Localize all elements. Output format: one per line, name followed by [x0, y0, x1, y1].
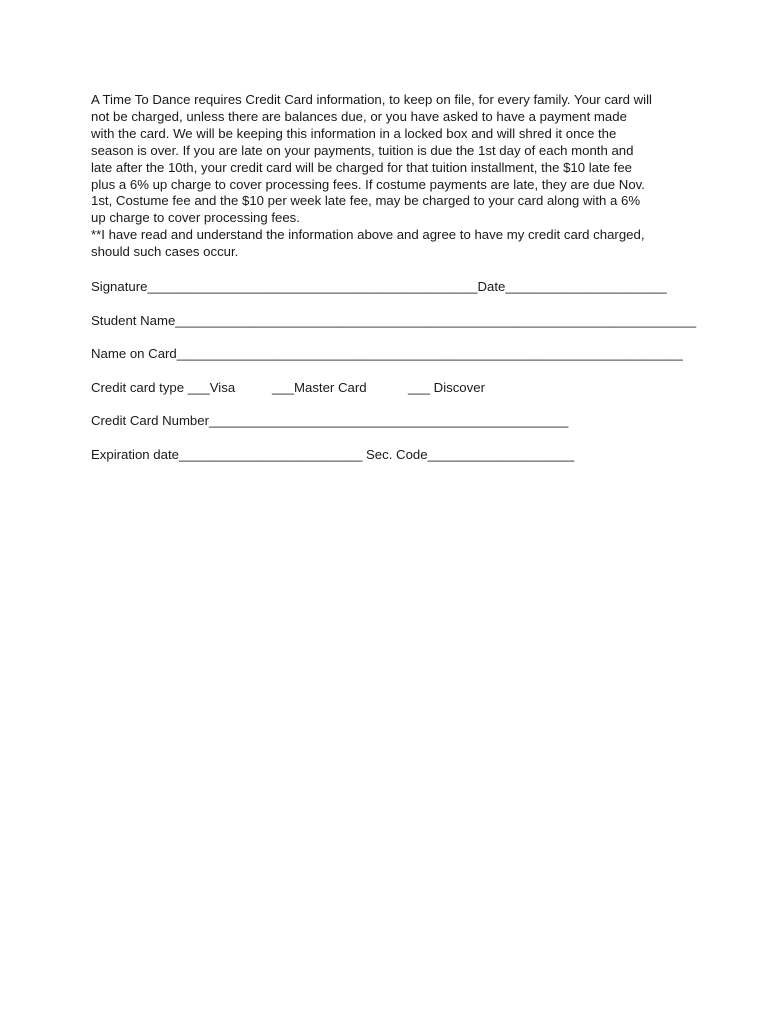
name-on-card-line[interactable]: Name on Card_____________________________________________________________________	[91, 346, 683, 361]
intro-line: 1st, Costume fee and the $10 per week late fee, may be charged to your card along with a 6%	[91, 193, 641, 209]
intro-line: plus a 6% up charge to cover processing fees. If costume payments are late, they are due Nov.	[91, 176, 645, 192]
expiration-field[interactable]	[91, 446, 574, 463]
name-on-card-field[interactable]	[91, 345, 683, 362]
intro-line: late after the 10th, your credit card will be charged for that tuition installment, the $10 late fee	[91, 159, 632, 175]
card-number-field[interactable]	[91, 412, 568, 429]
signature-date-line[interactable]: Signature_____________________________________________Date______________________	[91, 279, 667, 294]
intro-line: up charge to cover processing fees.	[91, 210, 300, 226]
agreement-line: **I have read and understand the information above and agree to have my credit card charged,	[91, 227, 645, 243]
intro-paragraph	[91, 92, 691, 261]
signature-field[interactable]	[91, 278, 667, 295]
student-name-line[interactable]: Student Name_______________________________________________________________________	[91, 313, 697, 328]
card-number-line[interactable]: Credit Card Number_________________________________________________	[91, 413, 569, 428]
agreement-line: should such cases occur.	[91, 244, 239, 260]
student-name-field[interactable]	[91, 312, 696, 329]
card-type-field[interactable]	[91, 379, 485, 396]
intro-line: A Time To Dance requires Credit Card information, to keep on file, for every family. Your card will	[91, 92, 652, 107]
intro-line: with the card. We will be keeping this information in a locked box and will shred it once the	[91, 125, 617, 141]
intro-line: not be charged, unless there are balances due, or you have asked to have a payment made	[91, 108, 627, 124]
intro-line: season is over. If you are late on your payments, tuition is due the 1st day of each month and	[91, 142, 634, 158]
card-type-visa[interactable]: Credit card type ___Visa	[91, 380, 236, 395]
card-type-discover[interactable]: ___ Discover	[408, 380, 485, 395]
card-type-mastercard[interactable]: ___Master Card	[272, 380, 367, 395]
expiration-sec-code-line[interactable]: Expiration date_________________________ Sec. Code____________________	[91, 447, 575, 462]
